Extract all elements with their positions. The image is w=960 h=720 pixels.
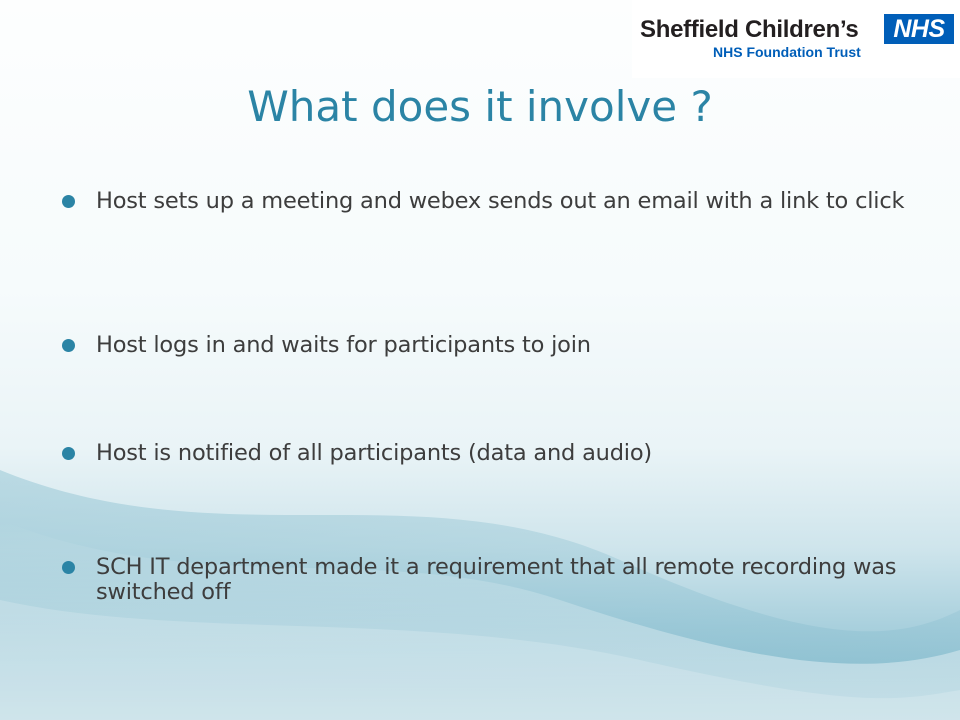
bullet-dot-icon xyxy=(62,339,75,352)
slide-title: What does it involve ? xyxy=(247,82,713,131)
logo-subtitle: NHS Foundation Trust xyxy=(713,44,861,60)
bullet-dot-icon xyxy=(62,561,75,574)
bullet-text: Host logs in and waits for participants to join xyxy=(96,332,591,358)
bullet-text: Host sets up a meeting and webex sends out an email with a link to click xyxy=(96,188,905,214)
bullet-dot-icon xyxy=(62,195,75,208)
nhs-logo-box xyxy=(884,14,954,44)
nhs-logo-text: NHS xyxy=(893,15,945,43)
trust-logo xyxy=(632,0,960,78)
logo-name: Sheffield Children’s xyxy=(640,16,859,43)
bullet-text: Host is notified of all participants (data and audio) xyxy=(96,440,652,466)
bullet-dot-icon xyxy=(62,447,75,460)
bullet-text: SCH IT department made it a requirement that all remote recording was switched off xyxy=(96,554,897,605)
